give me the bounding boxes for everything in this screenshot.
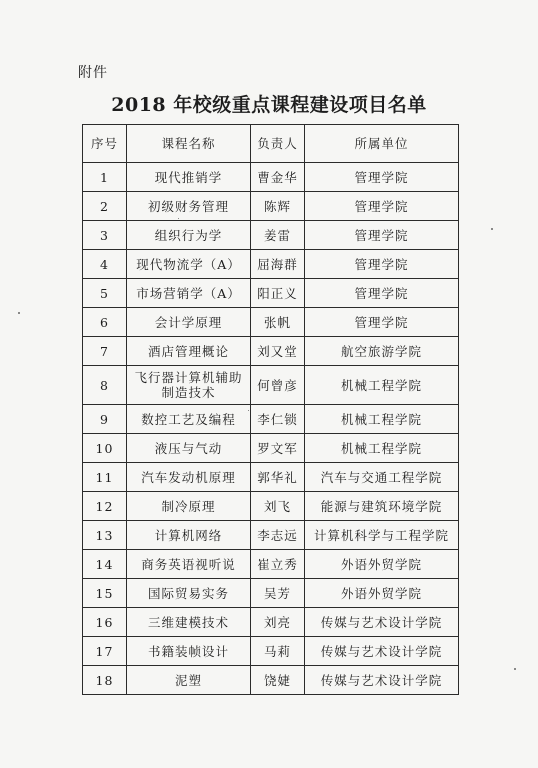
cell-owner: 罗文军 <box>251 434 305 463</box>
cell-owner: 阳正义 <box>251 279 305 308</box>
scan-speck <box>178 218 179 219</box>
cell-unit: 传媒与艺术设计学院 <box>305 608 459 637</box>
cell-serial-number: 8 <box>83 366 127 405</box>
cell-owner: 郭华礼 <box>251 463 305 492</box>
table-body <box>83 163 459 695</box>
cell-course-name: 会计学原理 <box>127 308 251 337</box>
cell-course-name: 三维建模技术 <box>127 608 251 637</box>
cell-unit: 机械工程学院 <box>305 434 459 463</box>
table-row <box>83 308 459 337</box>
header-owner: 负责人 <box>251 125 305 163</box>
cell-owner: 刘亮 <box>251 608 305 637</box>
cell-serial-number: 4 <box>83 250 127 279</box>
table-row <box>83 463 459 492</box>
table-row <box>83 221 459 250</box>
cell-owner: 马莉 <box>251 637 305 666</box>
cell-course-name: 数控工艺及编程 <box>127 405 251 434</box>
cell-course-name: 泥塑 <box>127 666 251 695</box>
cell-unit: 能源与建筑环境学院 <box>305 492 459 521</box>
cell-course-name: 计算机网络 <box>127 521 251 550</box>
cell-unit: 机械工程学院 <box>305 405 459 434</box>
cell-serial-number: 7 <box>83 337 127 366</box>
cell-serial-number: 11 <box>83 463 127 492</box>
cell-serial-number: 2 <box>83 192 127 221</box>
cell-serial-number: 17 <box>83 637 127 666</box>
cell-unit: 管理学院 <box>305 279 459 308</box>
table-row <box>83 163 459 192</box>
cell-unit: 管理学院 <box>305 192 459 221</box>
cell-serial-number: 10 <box>83 434 127 463</box>
table-row <box>83 366 459 405</box>
cell-unit: 管理学院 <box>305 308 459 337</box>
table-row <box>83 637 459 666</box>
cell-course-name: 飞行器计算机辅助制造技术 <box>127 366 251 405</box>
cell-unit: 管理学院 <box>305 221 459 250</box>
cell-owner: 陈辉 <box>251 192 305 221</box>
cell-course-name: 酒店管理概论 <box>127 337 251 366</box>
cell-unit: 机械工程学院 <box>305 366 459 405</box>
scan-speck <box>18 312 20 314</box>
cell-owner: 曹金华 <box>251 163 305 192</box>
cell-course-name: 液压与气动 <box>127 434 251 463</box>
cell-owner: 刘又堂 <box>251 337 305 366</box>
cell-owner: 李志远 <box>251 521 305 550</box>
scan-speck <box>491 228 493 230</box>
cell-owner: 刘飞 <box>251 492 305 521</box>
document-title: 2018 年校级重点课程建设项目名单 <box>111 94 427 116</box>
cell-unit: 外语外贸学院 <box>305 579 459 608</box>
cell-owner: 李仁锁 <box>251 405 305 434</box>
cell-serial-number: 12 <box>83 492 127 521</box>
cell-owner: 姜雷 <box>251 221 305 250</box>
cell-serial-number: 16 <box>83 608 127 637</box>
cell-serial-number: 13 <box>83 521 127 550</box>
cell-serial-number: 15 <box>83 579 127 608</box>
cell-course-name: 商务英语视听说 <box>127 550 251 579</box>
cell-course-name: 组织行为学 <box>127 221 251 250</box>
cell-serial-number: 3 <box>83 221 127 250</box>
table-row <box>83 608 459 637</box>
cell-serial-number: 14 <box>83 550 127 579</box>
header-unit: 所属单位 <box>305 125 459 163</box>
cell-serial-number: 18 <box>83 666 127 695</box>
cell-course-name: 汽车发动机原理 <box>127 463 251 492</box>
cell-course-name: 市场营销学（A） <box>127 279 251 308</box>
cell-unit: 计算机科学与工程学院 <box>305 521 459 550</box>
cell-owner: 崔立秀 <box>251 550 305 579</box>
table-row <box>83 405 459 434</box>
cell-owner: 张帆 <box>251 308 305 337</box>
cell-course-name: 书籍装帧设计 <box>127 637 251 666</box>
header-course-name: 课程名称 <box>127 125 251 163</box>
attachment-label: 附件 <box>78 65 108 81</box>
cell-course-name: 制冷原理 <box>127 492 251 521</box>
cell-unit: 汽车与交通工程学院 <box>305 463 459 492</box>
cell-unit: 航空旅游学院 <box>305 337 459 366</box>
cell-serial-number: 1 <box>83 163 127 192</box>
cell-owner: 吴芳 <box>251 579 305 608</box>
cell-course-name: 现代推销学 <box>127 163 251 192</box>
table-row <box>83 550 459 579</box>
table-row <box>83 434 459 463</box>
cell-unit: 外语外贸学院 <box>305 550 459 579</box>
table-row <box>83 579 459 608</box>
table-row <box>83 492 459 521</box>
cell-owner: 饶婕 <box>251 666 305 695</box>
table-row <box>83 192 459 221</box>
cell-serial-number: 6 <box>83 308 127 337</box>
cell-owner: 屈海群 <box>251 250 305 279</box>
scan-speck <box>248 410 249 411</box>
table-row <box>83 337 459 366</box>
cell-course-name: 初级财务管理 <box>127 192 251 221</box>
cell-serial-number: 5 <box>83 279 127 308</box>
table-row <box>83 279 459 308</box>
cell-owner: 何曾彦 <box>251 366 305 405</box>
table-header-row <box>83 125 459 163</box>
cell-unit: 传媒与艺术设计学院 <box>305 666 459 695</box>
table-row <box>83 250 459 279</box>
cell-course-name: 现代物流学（A） <box>127 250 251 279</box>
table-row <box>83 666 459 695</box>
course-list-table <box>82 124 459 695</box>
table-row <box>83 521 459 550</box>
cell-course-name: 国际贸易实务 <box>127 579 251 608</box>
cell-serial-number: 9 <box>83 405 127 434</box>
scan-speck <box>514 668 516 670</box>
cell-unit: 传媒与艺术设计学院 <box>305 637 459 666</box>
cell-unit: 管理学院 <box>305 250 459 279</box>
header-serial-number: 序号 <box>83 125 127 163</box>
cell-unit: 管理学院 <box>305 163 459 192</box>
